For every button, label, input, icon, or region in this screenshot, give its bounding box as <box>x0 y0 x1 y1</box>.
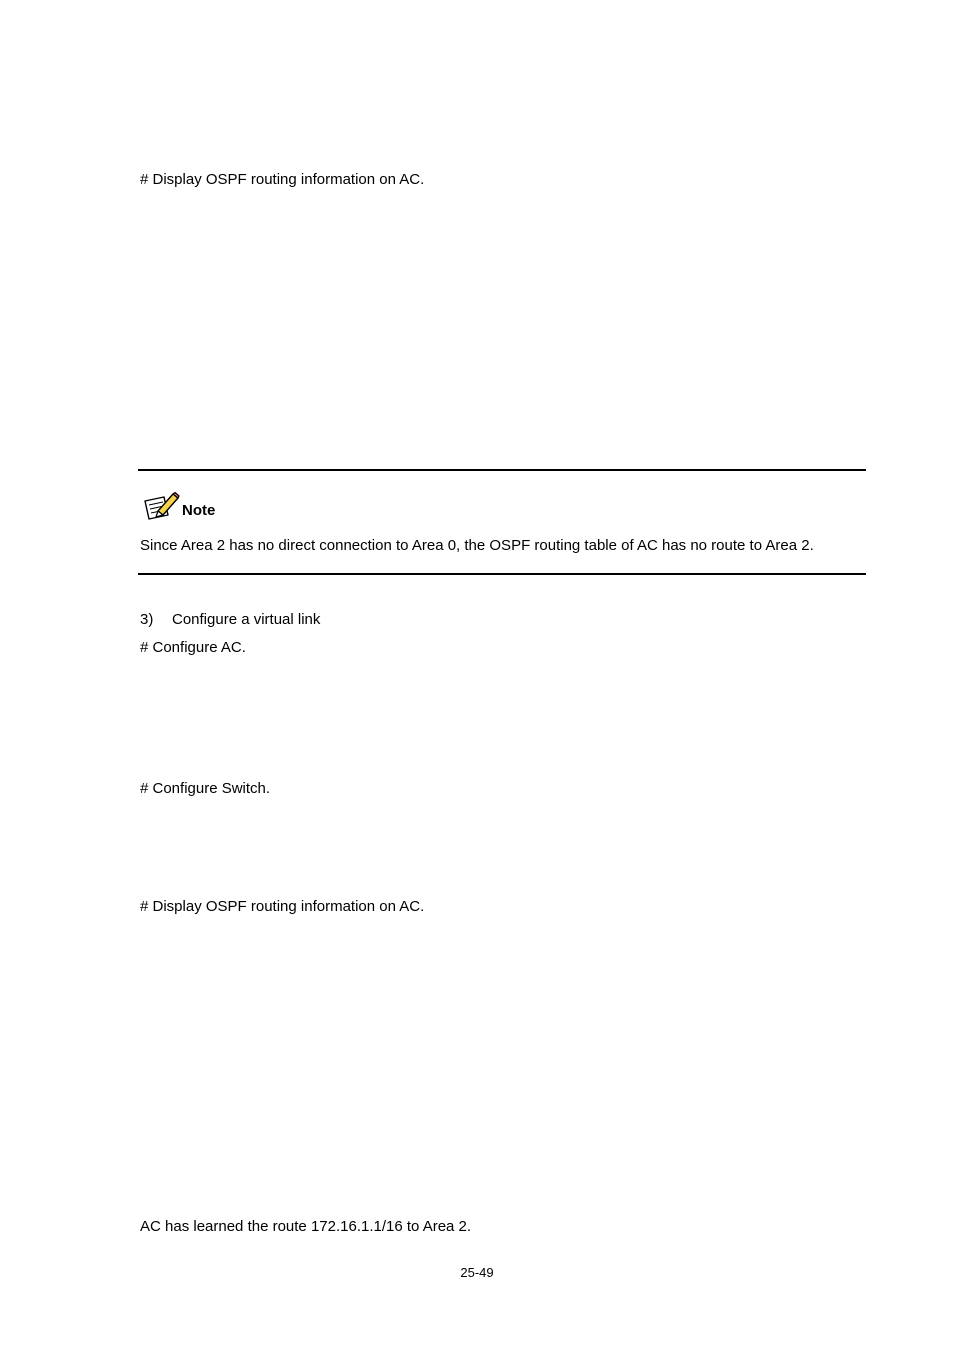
note-header <box>142 489 215 521</box>
step-number: 3) <box>140 611 154 628</box>
note-text: Since Area 2 has no direct connection to Area 0, the OSPF routing table of AC has no route to Area 2. <box>140 537 814 554</box>
note-top-rule <box>138 469 866 471</box>
note-bottom-rule <box>138 573 866 575</box>
configure-ac-instruction: # Configure AC. <box>140 639 246 656</box>
note-pencil-icon <box>142 491 180 521</box>
step-3-heading <box>140 611 320 629</box>
display-ospf-routing-instruction-2: # Display OSPF routing information on AC. <box>140 898 425 915</box>
page-number: 25-49 <box>460 1265 494 1280</box>
display-ospf-routing-instruction: # Display OSPF routing information on AC. <box>140 171 425 188</box>
conclusion-text: AC has learned the route 172.16.1.1/16 to Area 2. <box>140 1218 472 1235</box>
configure-switch-instruction: # Configure Switch. <box>140 780 271 797</box>
note-label: Note <box>182 502 216 519</box>
step-text: Configure a virtual link <box>172 611 321 628</box>
